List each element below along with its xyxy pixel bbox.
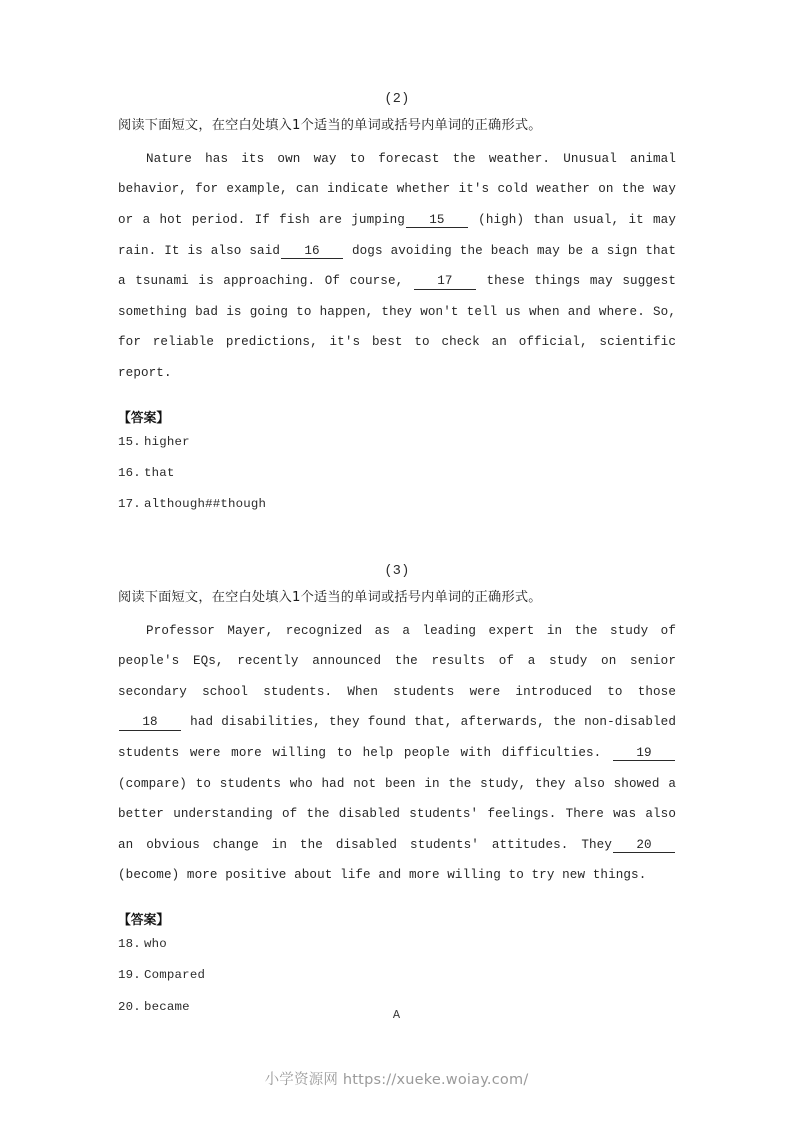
blank-15[interactable]: 15 xyxy=(406,213,468,228)
answer-item xyxy=(118,436,676,448)
passage-segment: (become) more positive about life and more willing to try new things. xyxy=(118,868,647,883)
blank-20[interactable]: 20 xyxy=(613,838,675,853)
answer-text: Compared xyxy=(144,968,206,983)
passage-segment: these things may suggest something bad is going to happen, they won't tell us when and where. So, for reliable predictions, it's best to check an official, scientific report. xyxy=(118,274,676,380)
document-content xyxy=(118,92,676,1032)
footer-watermark: 小学资源网 https://xueke.woiay.com/ xyxy=(264,1072,529,1088)
section-2 xyxy=(118,92,676,511)
section-3 xyxy=(118,564,676,1013)
page-marker: A xyxy=(392,1008,401,1022)
blank-16[interactable]: 16 xyxy=(281,244,343,259)
answer-text: who xyxy=(144,936,167,951)
answer-number: 16. xyxy=(118,465,141,480)
passage-segment: Nature has its own way to forecast the weather. Unusual animal behavior, for example, can indicate whether it's cold weather on the way or a hot period. If fish are jumping xyxy=(118,151,676,227)
answer-text: that xyxy=(144,465,175,480)
section-separator xyxy=(118,530,676,564)
section-marker-3: (3) xyxy=(384,563,410,579)
passage-segment: had disabilities, they found that, afterwards, the non-disabled students were more willing to help people with difficulties. xyxy=(118,715,676,760)
answer-text: became xyxy=(144,999,190,1014)
answer-header-2: 【答案】 xyxy=(118,410,170,426)
blank-18[interactable]: 18 xyxy=(119,715,181,730)
passage-segment: Professor Mayer, recognized as a leading expert in the study of people's EQs, recently announced the results of a study on senior secondary school students. When students were introduced to those xyxy=(118,623,676,699)
passage-text-2 xyxy=(118,144,676,389)
section-directive-2: 阅读下面短文，在空白处填入1个适当的单词或括号内单词的正确形式。 xyxy=(118,118,542,133)
answer-item xyxy=(118,938,676,950)
answer-number: 18. xyxy=(118,936,141,951)
passage-segment: (high) than usual, it may rain. It is also said xyxy=(118,212,676,258)
answer-number: 20. xyxy=(118,999,141,1014)
passage-segment: (compare) to students who had not been in the study, they also showed a better understanding of the disabled students' feelings. There was also an obvious change in the disabled students' attitudes. They xyxy=(118,776,676,852)
answer-text: higher xyxy=(144,434,190,449)
answer-number: 15. xyxy=(118,434,141,449)
blank-17[interactable]: 17 xyxy=(414,274,476,289)
answer-item xyxy=(118,498,676,510)
blank-19[interactable]: 19 xyxy=(613,746,675,761)
passage-text-3 xyxy=(118,616,676,891)
answer-number: 17. xyxy=(118,497,141,512)
answer-item xyxy=(118,467,676,479)
answer-header-3: 【答案】 xyxy=(118,912,170,928)
answer-number: 19. xyxy=(118,968,141,983)
section-marker-2: (2) xyxy=(384,92,410,107)
answer-text: although##though xyxy=(144,497,267,512)
passage-segment: dogs avoiding the beach may be a sign that a tsunami is approaching. Of course, xyxy=(118,243,676,289)
answer-item xyxy=(118,969,676,981)
section-directive-3: 阅读下面短文，在空白处填入1个适当的单词或括号内单词的正确形式。 xyxy=(118,589,542,605)
